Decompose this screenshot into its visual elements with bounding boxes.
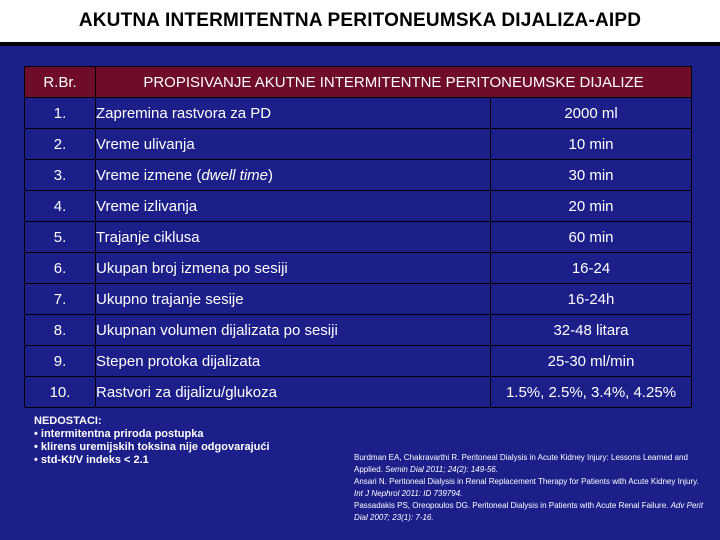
slide-title: AKUTNA INTERMITENTNA PERITONEUMSKA DIJALIZA-AIPD — [78, 10, 642, 31]
row-description-suffix: ) — [268, 166, 273, 184]
row-value: 16-24h — [491, 284, 692, 315]
row-value: 2000 ml — [491, 98, 692, 129]
row-description: Vreme izlivanja — [96, 191, 491, 222]
row-number: 2. — [25, 129, 96, 160]
row-number: 7. — [25, 284, 96, 315]
row-description: Ukupan broj izmena po sesiji — [96, 253, 491, 284]
row-number: 3. — [25, 160, 96, 191]
notes-heading: NEDOSTACI: — [34, 415, 102, 427]
row-description: Ukupno trajanje sesije — [96, 284, 491, 315]
row-number: 10. — [25, 377, 96, 408]
table-row — [25, 191, 692, 222]
row-description: Ukupnan volumen dijalizata po sesiji — [96, 315, 491, 346]
reference-item — [354, 476, 704, 500]
prescription-table — [24, 66, 692, 408]
row-value: 32-48 litara — [491, 315, 692, 346]
row-description — [96, 160, 491, 191]
row-description: Vreme ulivanja — [96, 129, 491, 160]
reference-item — [354, 452, 704, 476]
table-row — [25, 346, 692, 377]
disadvantages-notes — [34, 415, 270, 467]
row-value: 10 min — [491, 129, 692, 160]
table-row — [25, 129, 692, 160]
notes-item: • klirens uremijskih toksina nije odgovarajući — [34, 441, 270, 453]
table-row — [25, 98, 692, 129]
reference-source: Semin Dial 2011; 24(2): 149-56. — [385, 465, 498, 474]
reference-source: Int J Nephrol 2011: ID 739794. — [354, 489, 463, 498]
notes-item: • intermitentna priroda postupka — [34, 428, 204, 440]
row-description: Stepen protoka dijalizata — [96, 346, 491, 377]
reference-source: Adv Perit Dial 2007; 23(1): 7-16. — [354, 501, 704, 522]
row-value: 60 min — [491, 222, 692, 253]
row-number: 4. — [25, 191, 96, 222]
notes-item: • std-Kt/V indeks < 2.1 — [34, 454, 149, 466]
row-value: 16-24 — [491, 253, 692, 284]
title-bar — [0, 0, 720, 46]
row-description-prefix: Vreme izmene ( — [96, 166, 202, 184]
row-number: 8. — [25, 315, 96, 346]
row-description-italic: dwell time — [201, 166, 268, 184]
row-number: 6. — [25, 253, 96, 284]
table-row — [25, 284, 692, 315]
row-description: Trajanje ciklusa — [96, 222, 491, 253]
row-description: Rastvori za dijalizu/glukoza — [96, 377, 491, 408]
row-number: 5. — [25, 222, 96, 253]
header-number: R.Br. — [25, 67, 96, 98]
row-value: 20 min — [491, 191, 692, 222]
row-value: 30 min — [491, 160, 692, 191]
row-value: 25-30 ml/min — [491, 346, 692, 377]
header-description: PROPISIVANJE AKUTNE INTERMITENTNE PERITONEUMSKE DIJALIZE — [96, 67, 692, 98]
table-row — [25, 315, 692, 346]
row-number: 9. — [25, 346, 96, 377]
reference-text: Burdman EA, Chakravarthi R. Peritoneal Dialysis in Acute Kidney Injury: Lessons Learned and Applied. — [354, 453, 688, 474]
reference-text: Passadakis PS, Oreopoulos DG. Peritoneal Dialysis in Patients with Acute Renal Failure. — [354, 501, 671, 510]
table-row — [25, 222, 692, 253]
references — [354, 452, 704, 524]
table-row — [25, 377, 692, 408]
row-number: 1. — [25, 98, 96, 129]
reference-text: Ansari N. Peritoneal Dialysis in Renal Replacement Therapy for Patients with Acute Kidney Injury. — [354, 477, 699, 486]
row-description: Zapremina rastvora za PD — [96, 98, 491, 129]
reference-item — [354, 500, 704, 524]
row-value: 1.5%, 2.5%, 3.4%, 4.25% — [491, 377, 692, 408]
table-header-row — [25, 67, 692, 98]
table-row — [25, 253, 692, 284]
table-row — [25, 160, 692, 191]
